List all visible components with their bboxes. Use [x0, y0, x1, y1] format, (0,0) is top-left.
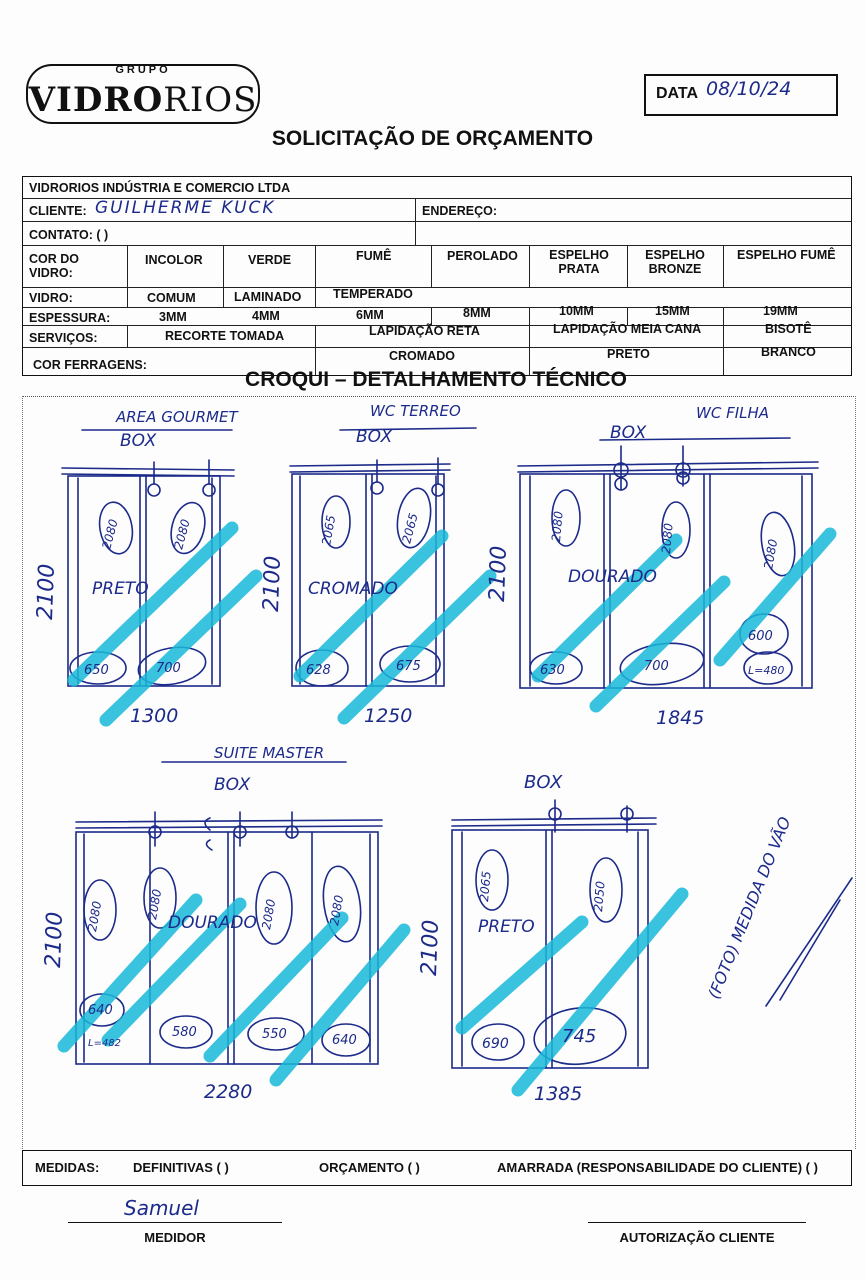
color-area-gourmet: PRETO: [92, 579, 149, 599]
medidor-label: MEDIDOR: [144, 1230, 206, 1245]
panel-wf-2: 2080: [659, 522, 676, 555]
logo-thin: RIOS: [163, 80, 258, 120]
cor-perolado[interactable]: PEROLADO: [447, 249, 518, 263]
width-sm-1: 640: [88, 1003, 113, 1018]
location-wc-filha: WC FILHA: [696, 404, 770, 422]
panel-b5-2: 2050: [591, 880, 608, 913]
width-wf-1: 630: [540, 663, 565, 678]
ferragem-preto[interactable]: PRETO: [607, 347, 650, 361]
ferragem-branco[interactable]: BRANCO: [761, 345, 816, 359]
panel-wf-1: 2080: [549, 510, 566, 543]
cor-verde[interactable]: VERDE: [248, 253, 292, 267]
autorizacao-label[interactable]: AUTORIZAÇÃO CLIENTE: [619, 1230, 775, 1245]
cor-espelho-prata[interactable]: ESPELHO PRATA: [549, 248, 609, 276]
height-wc-terreo: 2100: [259, 555, 286, 613]
espessura-10mm[interactable]: 10MM: [559, 304, 594, 318]
width-sm-3: 580: [172, 1025, 197, 1040]
height-wc-filha: 2100: [485, 545, 512, 603]
panel-sm-3: 2080: [259, 898, 279, 931]
width-sm-5: 640: [332, 1033, 357, 1048]
highlighter-strokes: [64, 528, 830, 1090]
panel-ag-1: 2080: [99, 517, 121, 551]
cor-fume[interactable]: FUMÊ: [356, 249, 392, 263]
width-box-1385: 1385: [534, 1083, 583, 1105]
medidas-bar: [22, 1150, 852, 1186]
client-label: CLIENTE:: [29, 204, 87, 218]
espessura-4mm[interactable]: 4MM: [252, 309, 280, 323]
panel-wf-3: 2080: [761, 538, 781, 571]
vidro-laminado[interactable]: LAMINADO: [234, 290, 302, 304]
servico-recorte-tomada[interactable]: RECORTE TOMADA: [165, 329, 285, 343]
espessura-19mm[interactable]: 19MM: [763, 304, 798, 318]
width-sm-4: 550: [262, 1027, 287, 1042]
type-wc-terreo: BOX: [356, 427, 393, 447]
cor-espelho-bronze[interactable]: ESPELHO BRONZE: [645, 248, 705, 276]
type-wc-filha: BOX: [610, 423, 647, 443]
photo-note: (FOTO) MEDIDA DO VÃO: [704, 814, 795, 1002]
espessura-3mm[interactable]: 3MM: [159, 310, 187, 324]
logo-grupo: GRUPO: [115, 64, 171, 76]
page-title: SOLICITAÇÃO DE ORÇAMENTO: [271, 127, 594, 150]
panel-ag-2: 2080: [171, 517, 193, 551]
sketch-wc-terreo: [290, 428, 476, 686]
cor-vidro-label: COR DO VIDRO:: [29, 252, 79, 280]
medidor-signature: Samuel: [124, 1196, 199, 1220]
color-box-1385: PRETO: [478, 917, 535, 937]
autorizacao-line: [588, 1222, 806, 1223]
type-area-gourmet: BOX: [120, 431, 157, 451]
width-b5-2: 745: [562, 1026, 597, 1047]
espessura-15mm[interactable]: 15MM: [655, 304, 690, 318]
panel-sm-1: 2080: [85, 900, 105, 933]
logo-bold: VIDRO: [28, 80, 164, 120]
vidro-temperado[interactable]: TEMPERADO: [333, 287, 413, 301]
width-sm-2: L=482: [88, 1038, 122, 1049]
location-wc-terreo: WC TERREO: [370, 402, 461, 420]
servico-bisote[interactable]: BISOTÊ: [765, 322, 812, 336]
espessura-6mm[interactable]: 6MM: [356, 308, 384, 322]
croqui-title: CROQUI – DETALHAMENTO TÉCNICO: [245, 368, 627, 391]
vidro-comum[interactable]: COMUM: [147, 291, 196, 305]
client-value[interactable]: GUILHERME KUCK: [95, 198, 276, 218]
width-ag-2: 700: [156, 661, 181, 676]
vidro-label: VIDRO:: [29, 291, 73, 305]
location-suite-master: SUITE MASTER: [214, 744, 325, 762]
contact-label: CONTATO: ( ): [29, 228, 109, 242]
ferragens-label: COR FERRAGENS:: [33, 358, 147, 372]
option-orcamento[interactable]: ORÇAMENTO ( ): [319, 1160, 420, 1175]
width-wc-filha: 1845: [656, 707, 705, 729]
option-definitivas[interactable]: DEFINITIVAS ( ): [133, 1160, 229, 1175]
height-area-gourmet: 2100: [33, 563, 60, 621]
servicos-label: SERVIÇOS:: [29, 331, 98, 345]
width-suite-master: 2280: [204, 1081, 253, 1103]
panel-sm-2: 2080: [145, 888, 165, 921]
date-value[interactable]: 08/10/24: [706, 78, 792, 100]
panel-wt-1: 2065: [319, 514, 339, 547]
height-suite-master: 2100: [41, 911, 68, 969]
medidas-label: MEDIDAS:: [35, 1160, 100, 1175]
cor-incolor[interactable]: INCOLOR: [145, 253, 203, 267]
location-area-gourmet: AREA GOURMET: [116, 408, 238, 426]
width-wf-3: 600: [748, 629, 773, 644]
espessura-label: ESPESSURA:: [29, 311, 111, 325]
panel-b5-1: 2065: [477, 870, 494, 903]
width-ag-1: 650: [84, 663, 109, 678]
date-label: DATA: [656, 85, 699, 102]
type-box-1385: BOX: [524, 772, 563, 793]
width-wc-terreo: 1250: [364, 705, 413, 727]
width-area-gourmet: 1300: [130, 705, 179, 727]
width-wt-1: 628: [306, 663, 331, 678]
width-b5-1: 690: [482, 1036, 509, 1052]
type-suite-master: BOX: [214, 775, 251, 795]
panel-sm-4: 2080: [327, 894, 347, 927]
company-name: VIDRORIOS INDÚSTRIA E COMERCIO LTDA: [29, 181, 291, 195]
color-wc-terreo: CROMADO: [308, 579, 398, 599]
option-amarrada[interactable]: AMARRADA (RESPONSABILIDADE DO CLIENTE) ( ): [497, 1160, 818, 1175]
espessura-8mm[interactable]: 8MM: [463, 306, 491, 320]
width-wf-2: 700: [644, 659, 669, 674]
cor-espelho-fume[interactable]: ESPELHO FUMÊ: [737, 248, 836, 262]
medidor-line: [68, 1222, 282, 1223]
panel-wt-2: 2065: [399, 511, 421, 545]
color-wc-filha: DOURADO: [568, 567, 657, 587]
servico-lapidacao-reta[interactable]: LAPIDAÇÃO RETA: [369, 324, 480, 338]
width-wf-4: L=480: [748, 664, 785, 677]
servico-lapidacao-meia-cana[interactable]: LAPIDAÇÃO MEIA CANA: [553, 322, 702, 336]
address-label: ENDEREÇO:: [422, 204, 498, 218]
height-box-1385: 2100: [417, 919, 444, 977]
width-wt-2: 675: [396, 659, 421, 674]
ferragem-cromado[interactable]: CROMADO: [389, 349, 455, 363]
color-suite-master: DOURADO: [168, 913, 257, 933]
